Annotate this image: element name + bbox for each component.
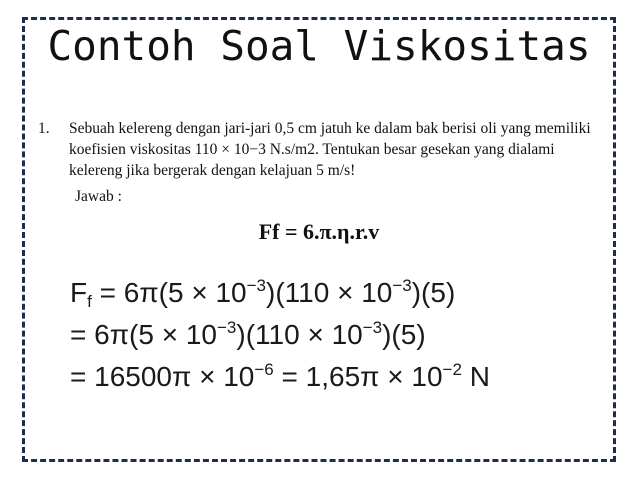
slide-title: Contoh Soal Viskositas xyxy=(47,22,591,70)
calc-exponent: −3 xyxy=(216,318,237,337)
calculation-line-3 xyxy=(70,349,490,391)
calc-text: )(5) xyxy=(411,277,456,308)
calc-text: N xyxy=(461,361,490,392)
answer-label: Jawab : xyxy=(75,188,122,205)
calc-exponent: −3 xyxy=(392,276,412,295)
calculation-block xyxy=(70,265,490,391)
calc-text: )(5) xyxy=(382,319,426,350)
calculation-line-1 xyxy=(70,265,490,311)
calc-text: = 6π(5 × 10 xyxy=(91,277,247,308)
calc-exponent: −3 xyxy=(246,276,266,295)
question-number: 1. xyxy=(38,120,50,137)
calc-exponent: −6 xyxy=(254,360,274,379)
calc-text: )(110 × 10 xyxy=(266,277,393,308)
calc-text: = 6π(5 × 10 xyxy=(70,319,217,350)
calc-exponent: −3 xyxy=(362,318,383,337)
question-text: Sebuah kelereng dengan jari-jari 0,5 cm jatuh ke dalam bak berisi oli yang memiliki koefisien viskositas 110 × 10−3 N.s/m2. Tentukan besar gesekan yang dialami kelereng jika bergerak dengan kelajuan 5 m/s! xyxy=(69,120,591,179)
calc-lhs: F xyxy=(70,277,88,308)
calc-lhs-subscript: f xyxy=(87,292,92,311)
calc-text: )(110 × 10 xyxy=(236,319,363,350)
calculation-line-2 xyxy=(70,307,490,349)
calc-exponent: −2 xyxy=(442,360,462,379)
friction-formula: Ff = 6.π.η.r.v xyxy=(258,219,380,244)
calc-text: = 16500π × 10 xyxy=(70,361,255,392)
calc-text: = 1,65π × 10 xyxy=(273,361,443,392)
